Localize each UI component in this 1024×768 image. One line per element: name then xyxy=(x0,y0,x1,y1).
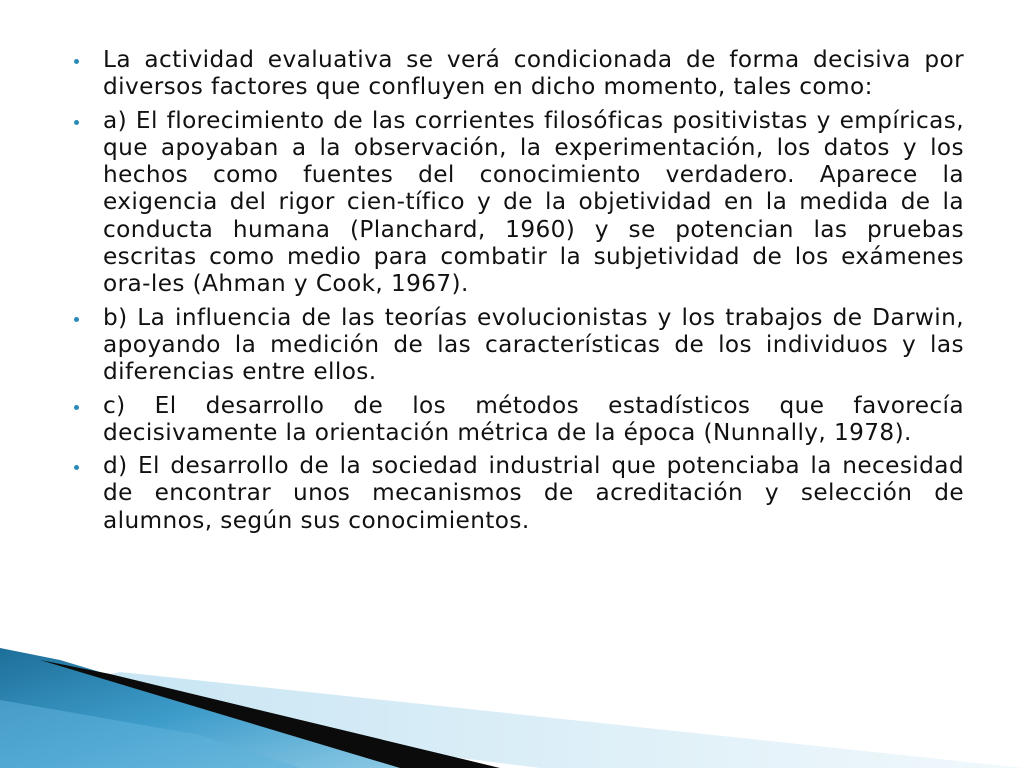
bullet-list xyxy=(70,46,964,534)
bullet-dot-icon xyxy=(74,317,79,322)
bullet-text: a) El florecimiento de las corrientes filosóficas positivistas y empíricas, que apoyaban a la observación, la experimentación, los datos y los hechos como fuentes del conocimiento verdadero. Aparece la exigencia del rigor cien-tífico y de la objetividad en la medida de la conducta humana (Planchard, 1960) y se potencian las pruebas escritas como medio para combatir la subjetividad de los exámenes ora-les (Ahman y Cook, 1967). xyxy=(103,106,964,298)
dark-stripe xyxy=(40,660,500,768)
bullet-text: La actividad evaluativa se verá condicionada de forma decisiva por diversos factores que confluyen en dicho momento, tales como: xyxy=(103,46,964,101)
bullet-item-b xyxy=(70,304,964,386)
light-blue-stripe xyxy=(0,700,300,768)
pale-stripe xyxy=(0,672,1024,768)
bullet-text: c) El desarrollo de los métodos estadísticos que favorecía decisivamente la orientación métrica de la época (Nunnally, 1978). xyxy=(103,391,964,446)
bullet-dot-icon xyxy=(74,465,79,470)
bullet-dot-icon xyxy=(74,120,79,125)
bullet-item-a xyxy=(70,107,964,298)
bullet-item-d xyxy=(70,452,964,534)
bullet-item-intro xyxy=(70,46,964,101)
bullet-dot-icon xyxy=(74,405,79,410)
blue-stripe xyxy=(0,648,420,768)
bullet-item-c xyxy=(70,392,964,447)
bullet-text: b) La influencia de las teorías evolucionistas y los trabajos de Darwin, apoyando la medición de las características de los individuos y las diferencias entre ellos. xyxy=(103,303,964,386)
bullet-text: d) El desarrollo de la sociedad industrial que potenciaba la necesidad de encontrar unos mecanismos de acreditación y selección de alumnos, según sus conocimientos. xyxy=(103,452,964,534)
bullet-dot-icon xyxy=(74,59,79,64)
